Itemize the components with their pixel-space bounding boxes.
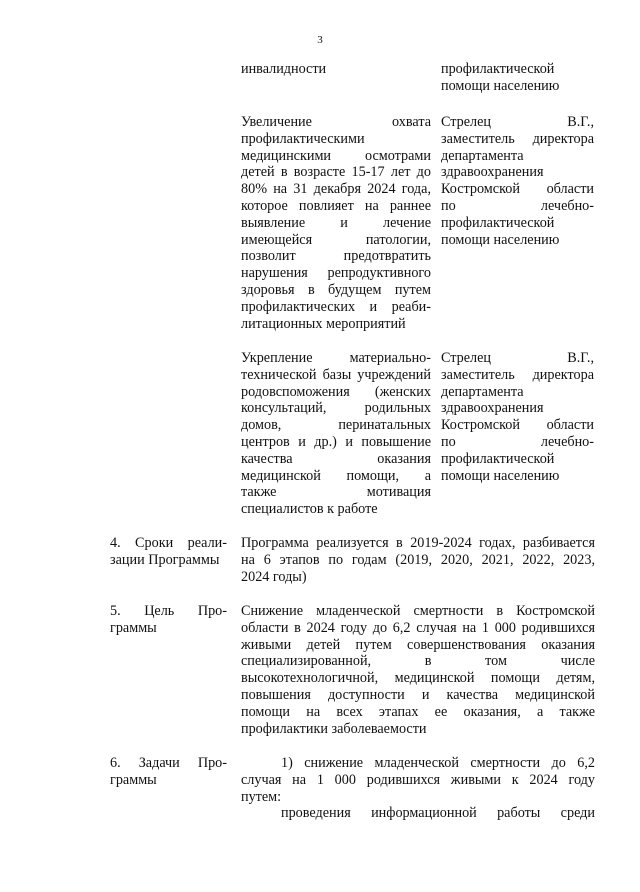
text-line: Укрепление материально- [241, 350, 431, 366]
text-line: высокотехнологичной, медицинской помощи детям, [241, 670, 595, 687]
section-label-goal [110, 603, 227, 637]
text-line: позволит предотвратить [241, 248, 431, 265]
text-line: помощи населению [441, 231, 560, 248]
text-line: Костромской области [441, 181, 594, 198]
text-line: 5. Цель Про- [110, 603, 227, 619]
text-line: здоровья в будущем путем [241, 281, 431, 298]
text-line: заместитель директора [441, 366, 594, 383]
text-line: по лечебно- [441, 197, 594, 214]
text-line: литационных мероприятий [241, 315, 406, 332]
text-line: инвалидности [241, 61, 327, 77]
text-line: помощи населению [441, 467, 560, 484]
text-line: Костромской области [441, 417, 594, 434]
text-line: Снижение младенческой смертности в Костромской [241, 603, 595, 619]
text-line: медицинской помощи, а [241, 467, 431, 484]
section-label-terms [110, 535, 227, 569]
text-line: качества оказания [241, 450, 431, 467]
text-line: заместитель директора [441, 130, 594, 147]
section-label-tasks [110, 755, 227, 789]
text-line: помощи на всех этапах ее оказания, а также [241, 703, 595, 720]
text-line: департамента [441, 147, 524, 164]
text-line: Программа реализуется в 2019-2024 годах, разбивается [241, 535, 595, 551]
text-line: 4. Сроки реали- [110, 535, 227, 551]
page-number: 3 [317, 34, 323, 46]
text-line: выявление и лечение [241, 214, 431, 231]
text-line: 6. Задачи Про- [110, 755, 227, 771]
section-content-terms [241, 535, 595, 585]
text-line: повышения доступности и качества медицинской [241, 686, 595, 703]
text-line: специализированной, в том числе [241, 653, 595, 670]
text-line: зации Программы [110, 551, 220, 568]
text-line: профилактической [441, 450, 555, 467]
text-line: технической базы учреждений [241, 366, 431, 383]
text-line: специалистов к работе [241, 501, 378, 518]
measure-cell-coverage [241, 114, 431, 332]
text-line: имеющейся патологии, [241, 231, 431, 248]
text-line: здравоохранения [441, 400, 544, 417]
text-line: 2024 годы) [241, 568, 307, 585]
text-line: помощи населению [441, 77, 560, 94]
text-line: профилактическими [241, 130, 365, 147]
text-line: которое повлияет на раннее [241, 197, 431, 214]
text-line: Увеличение охвата [241, 114, 431, 130]
text-line: граммы [110, 619, 157, 636]
continuation-right-cell [441, 61, 594, 95]
text-line: путем: [241, 788, 282, 805]
text-line: здравоохранения [441, 164, 544, 181]
text-line: Стрелец В.Г., [441, 114, 594, 130]
measure-cell-infrastructure [241, 350, 431, 518]
continuation-mid-cell [241, 61, 431, 78]
text-line: также мотивация [241, 484, 431, 501]
text-line: по лечебно- [441, 433, 594, 450]
text-line: живыми детей путем совершенствования оказания [241, 636, 595, 653]
text-line: детей в возрасте 15-17 лет до [241, 164, 431, 181]
text-line: профилактических и реаби- [241, 298, 431, 315]
text-line: центров и др.) и повышение [241, 433, 431, 450]
responsible-cell-infrastructure [441, 350, 594, 484]
text-line: медицинскими осмотрами [241, 147, 431, 164]
section-content-goal [241, 603, 595, 737]
section-content-tasks [241, 755, 595, 822]
text-line: Стрелец В.Г., [441, 350, 594, 366]
text-line: нарушения репродуктивного [241, 265, 431, 282]
text-line: граммы [110, 771, 157, 788]
text-line: случая на 1 000 родившихся живыми к 2024 году [241, 771, 595, 788]
text-line: департамента [441, 383, 524, 400]
text-line: домов, перинатальных [241, 417, 431, 434]
text-line: родовспоможения (женских [241, 383, 431, 400]
text-line: проведения информационной работы среди [281, 805, 595, 822]
responsible-cell-coverage [441, 114, 594, 248]
text-line: 1) снижение младенческой смертности до 6,2 [281, 755, 595, 771]
text-line: на 6 этапов по годам (2019, 2020, 2021, 2022, 2023, [241, 551, 595, 568]
text-line: 80% на 31 декабря 2024 года, [241, 181, 431, 198]
text-line: профилактической [441, 61, 555, 77]
text-line: профилактики заболеваемости [241, 720, 427, 737]
text-line: профилактической [441, 214, 555, 231]
text-line: консультаций, родильных [241, 400, 431, 417]
text-line: области в 2024 году до 6,2 случая на 1 000 родившихся [241, 619, 595, 636]
